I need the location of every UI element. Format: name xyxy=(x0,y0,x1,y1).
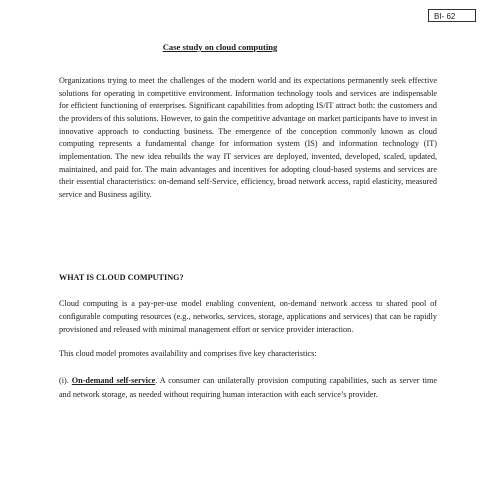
item-description: . A consumer can unilaterally provision computing capabilities, such as server time and network storage, as needed without requiring human interaction with each service’s provider. xyxy=(59,376,438,399)
page-id-box: BI- 62 xyxy=(428,9,476,22)
section-heading: WHAT IS CLOUD COMPUTING? xyxy=(59,273,184,282)
intro-paragraph: Organizations trying to meet the challenges of the modern world and its expectations permanently seek effective solutions for operating in competitive environment. Information technology tools and services are indispensable for efficient functioning of enterprises. Significant capabilities from adopting IS/IT attract both: the customers and the providers of this solutions. However, to gain the competitive advantage on market participants have to invest in innovative approach to conducting business. The emergence of the conception commonly known as cloud computing represents a fundamental change for information system (IS) and information technology (IT) implementation. The new idea rebuilds the way IT services are deployed, invented, developed, scaled, updated, maintained, and paid for. The main advantages and incentives for adopting cloud-based systems and services are their essential characteristics: on-demand self-Service, efficiency, broad network access, rapid elasticity, measured service and Business agility. xyxy=(59,76,437,199)
document-title: Case study on cloud computing xyxy=(162,42,278,52)
definition-paragraph: Cloud computing is a pay-per-use model enabling convenient, on-demand network access to shared pool of configurable computing resources (e.g., networks, services, storage, applications and services) that can be rapidly provisioned and released with minimal management effort or service provider interaction. xyxy=(59,299,437,335)
item-number: (i). xyxy=(59,376,72,385)
characteristic-item-1 xyxy=(59,374,437,401)
item-term: On-demand self-service xyxy=(71,376,156,385)
characteristics-intro: This cloud model promotes availability and comprises five key characteristics: xyxy=(59,349,317,358)
